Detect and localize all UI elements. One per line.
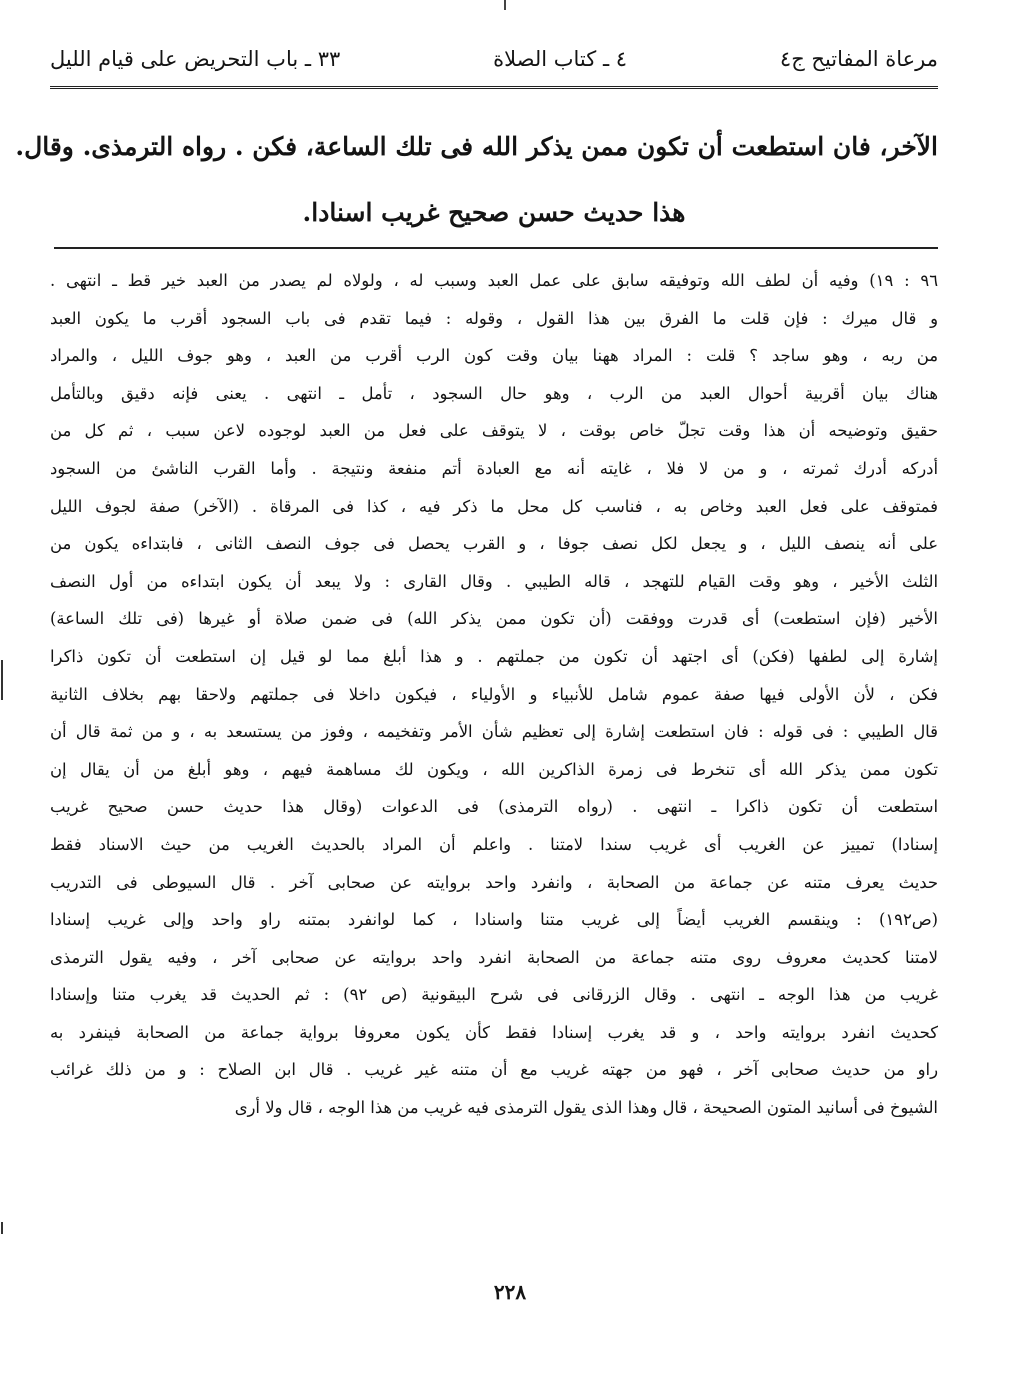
hadith-text bbox=[15, 114, 938, 246]
scan-edge-mark bbox=[1, 1222, 3, 1234]
commentary-line: ٩٦ : ١٩) وفيه أن لطف الله وتوفيقه سابق على عمل العبد وسبب له ، ولولاه لم يصدر من العبد خير قط ـ انتهى . bbox=[50, 271, 938, 290]
commentary-line: إسنادا) تمييز عن الغريب أى غريب سندا لامتنا . واعلم أن المراد بالحديث الغريب من حيث الاسناد فقط bbox=[50, 834, 938, 854]
commentary-line: حقيق وتوضيحه أن هذا وقت تجلّ خاص بوقت ، لا يتوقف على فعل من العبد لوجوده لاعن سبب ، ثم كل من bbox=[50, 421, 938, 441]
commentary-line: استطعت أن تكون ذاكرا ـ انتهى . (رواه الترمذى) فى الدعوات (وقال هذا حديث حسن صحيح غريب bbox=[50, 797, 938, 817]
commentary-line: من ربه ، وهو ساجد ؟ قلت : المراد ههنا بيان وقت كون الرب أقرب من العبد ، وهو جوف الليل ، والمراد bbox=[50, 346, 938, 366]
commentary-line: لامتنا كحديث معروف روى متنه جماعة من الصحابة انفرد واحد بروايته عن صحابى آخر ، وفيه يقول الترمذى bbox=[50, 947, 938, 967]
header-book-section: ٤ ـ كتاب الصلاة bbox=[493, 47, 628, 71]
commentary-line: حديث يعرف متنه عن جماعة من الصحابة ، وانفرد واحد بروايته عن صحابى آخر . قال السيوطى فى التدريب bbox=[50, 872, 938, 892]
page-number: ٢٢٨ bbox=[493, 1280, 527, 1304]
commentary-line: قال الطيبي : فى قوله : فان استطعت إشارة إلى تعظيم شأن الأمر وتفخيمه ، وفوز من يستسعد به ، و من ثمة قال أن bbox=[50, 722, 938, 742]
header-chapter: ٣٣ ـ باب التحريض على قيام الليل bbox=[50, 47, 341, 71]
commentary-line: غريب من هذا الوجه ـ انتهى . وقال الزرقانى فى شرح البيقونية (ص ٩٢) : ثم الحديث قد يغرب متنا وإسنادا bbox=[50, 985, 938, 1005]
top-center-mark bbox=[504, 0, 506, 10]
hadith-line-1: الآخر، فان استطعت أن تكون ممن يذكر الله فى تلك الساعة، فكن . رواه الترمذى. وقال. bbox=[15, 132, 938, 161]
commentary-line: فمتوقف على فعل العبد وخاص به ، فناسب كل محل ما ذكر فيه ، كذا فى المرقاة . (الآخر) صفة لجوف الليل bbox=[50, 496, 938, 516]
scan-edge-mark bbox=[1, 660, 3, 700]
commentary-line: إشارة إلى لطفها (فكن) أى اجتهد أن تكون من جملتهم . و هذا أبلغ مما لو قيل إن استطعت أن تكون ذاكرا bbox=[50, 646, 938, 666]
commentary-line: على أنه ينصف الليل ، و يجعل لكل نصف جوفا ، و القرب يحصل فى جوف النصف الثانى ، فابتداءه يكون من bbox=[50, 534, 938, 554]
commentary-line: فكن ، لأن الأولى فيها صفة عموم شامل للأنبياء و الأولياء ، فيكون داخلا فى جملتهم ولاحقا بهم بخلاف الثانية bbox=[50, 684, 938, 704]
hadith-line-2: هذا حديث حسن صحيح غريب اسنادا. bbox=[302, 198, 686, 227]
commentary-line: الثلث الأخير ، وهو وقت القيام للتهجد ، قاله الطيبي . وقال القارى : ولا يبعد أن يكون ابتداءه من أول النصف bbox=[50, 571, 938, 591]
commentary-line: الأخير (فإن استطعت) أى قدرت ووفقت (أن تكون ممن يذكر الله) فى ضمن صلاة أو غيرها (فى تلك الساعة) bbox=[50, 609, 938, 629]
commentary-line: راو من حديث صحابى آخر ، فهو من جهته غريب مع أن متنه غير غريب . قال ابن الصلاح : و من ذلك غرائب bbox=[50, 1060, 938, 1080]
header-book-volume: مرعاة المفاتيح ج٤ bbox=[779, 47, 938, 71]
commentary-line: كحديث انفرد بروايته واحد ، و قد يغرب إسنادا فقط كأن يكون معروفا برواية جماعة من الصحابة فينفرد به bbox=[50, 1022, 938, 1042]
commentary-line: (ص١٩٢) : وينقسم الغريب أيضاً إلى غريب متنا واسنادا ، كما لوانفرد بمتنه راو واحد وإلى غريب إسنادا bbox=[50, 910, 938, 930]
commentary-line: هناك بيان أقربية أحوال العبد من الرب ، وهو حال السجود ، تأمل ـ انتهى . يعنى فإنه دقيق وبالتأمل bbox=[50, 383, 938, 403]
commentary-line: أدركه أدرك ثمرته ، و من لا فلا ، غايته أنه مع العبادة أتم منفعة ونتيجة . وأما القرب الناشئ من السجود bbox=[50, 458, 938, 478]
running-header bbox=[50, 36, 938, 82]
section-divider bbox=[54, 247, 938, 249]
header-rule bbox=[50, 86, 938, 89]
commentary-body bbox=[50, 262, 938, 1127]
commentary-line: الشيوخ فى أسانيد المتون الصحيحة ، قال وهذا الذى يقول الترمذى فيه غريب من هذا الوجه ، قال ولا أرى bbox=[234, 1098, 938, 1118]
commentary-line: تكون ممن يذكر الله أى تنخرط فى زمرة الذاكرين الله ، ويكون لك مساهمة فيهم ، وهو أبلغ من أن يقال إن bbox=[50, 759, 938, 779]
commentary-line: و قال ميرك : فإن قلت ما الفرق بين هذا القول ، وقوله : فيما تقدم فى باب السجود أقرب ما يكون العبد bbox=[50, 308, 938, 328]
